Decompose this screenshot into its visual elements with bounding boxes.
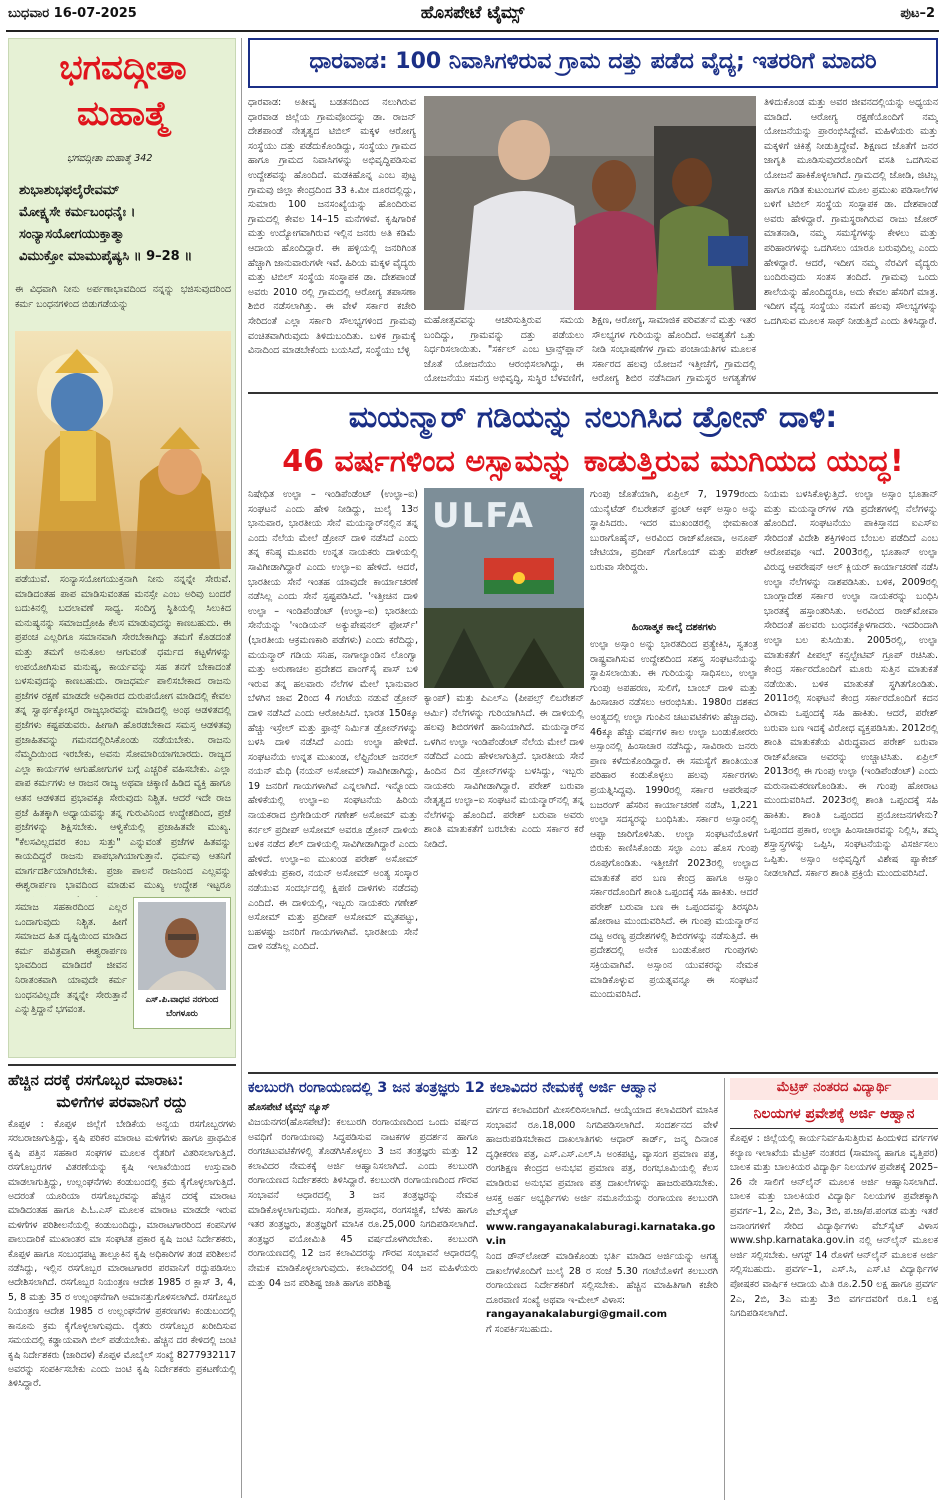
myanmar-headline-1: ಮಯನ್ಮಾರ್ ಗಡಿಯನ್ನು ನಲುಗಿಸಿದ ಡ್ರೋನ್ ದಾಳಿ:	[348, 400, 838, 435]
dharwad-headline: ಧಾರವಾಡ: 100 ನಿವಾಸಿಗಳಿರುವ ಗ್ರಾಮ ದತ್ತು ಪಡೆದ ವೈದ್ಯ; ಇತರರಿಗೆ ಮಾದರಿ	[309, 49, 877, 74]
hostel-title-box	[730, 1078, 938, 1100]
kalaburagi-col-2	[486, 1104, 718, 1500]
kalaburagi-url[interactable]: www.rangayanakalaburagi.karnataka.gov.in	[486, 1221, 716, 1248]
dharwad-col-2: ಮಹೋತ್ಸವವನ್ನು ಆಚರಿಸುತ್ತಿರುವ ಸಮಯ ಬಂದಿದ್ದು, ಗ್ರಾಮವನ್ನು ದತ್ತು ಪಡೆಯಲು ನಿರ್ಧರಿಸಲಾಯಿತು. "ಸರ್ಕಲ್ ಎಂಬ ಟ್ರಾನ್ಸ್‌ಪ್ಲಾನ್ ಜೊತೆ ಯೋಜನೆಯು ಆರಂಭಿಸಲಾಗಿದ್ದು, ಈ ಯೋಜನೆಯು ಸಮಗ್ರ ಅಭಿವೃದ್ಧಿ, ಸುಸ್ಥಿರ ಬೆಳವಣಿಗೆ,	[424, 315, 584, 385]
myanmar-col-3b: ಉಲ್ಫಾ ಅಸ್ಸಾಂ ಅನ್ನು ಭಾರತದಿಂದ ಪ್ರತ್ಯೇಕಿಸಿ, ಸ್ವತಂತ್ರ ರಾಷ್ಟ್ರವಾಗಿಸುವ ಉದ್ದೇಶದಿಂದ ಸಶಸ್ತ್ರ ಸಂಘಟನೆಯನ್ನು ಸ್ಥಾಪಿಸಲಾಯಿತು. ಈ ಗುರಿಯನ್ನು ಸಾಧಿಸಲು, ಉಲ್ಫಾ ಗುಂಪು ಅಪಹರಣ, ಸುಲಿಗೆ, ಬಾಂಬ್ ದಾಳಿ ಮತ್ತು ಹಿಂಸಾಚಾರ ನಡೆಸಲು ಆರಂಭಿಸಿತು. 1980ರ ದಶಕದ ಅಂತ್ಯದಲ್ಲಿ ಉಲ್ಫಾ ಗುಂಪಿನ ಚಟುವಟಿಕೆಗಳು ಹೆಚ್ಚಾದವು. 46ಕ್ಕೂ ಹೆಚ್ಚು ವರ್ಷಗಳ ಕಾಲ ಉಲ್ಫಾ ಬಂಡುಕೋರರು ಅಸ್ಸಾಂನಲ್ಲಿ ಹಿಂಸಾಚಾರ ನಡೆಸಿದ್ದು, ಸಾವಿರಾರು ಜನರು ಪ್ರಾಣ ಕಳೆದುಕೊಂಡಿದ್ದಾರೆ. ಈ ಸಮಸ್ಯೆಗೆ ಶಾಂತಿಯುತ ಪರಿಹಾರ ಕಂಡುಕೊಳ್ಳಲು ಹಲವು ಸರ್ಕಾರಗಳು ಪ್ರಯತ್ನಿಸಿದ್ದವು. 1990ರಲ್ಲಿ ಸರ್ಕಾರ ಆಪರೇಷನ್ ಬಜರಂಗ್ ಹೆಸರಿನ ಕಾರ್ಯಾಚರಣೆ ನಡೆಸಿ, 1,221 ಉಲ್ಫಾ ಸದಸ್ಯರನ್ನು ಬಂಧಿಸಿತು. ಸರ್ಕಾರ ಅಸ್ಸಾಂನಲ್ಲಿ ಆಫ್ಸಾ ಜಾರಿಗೊಳಿಸಿತು. ಉಲ್ಫಾ ಸಂಘಟನೆಯೊಳಗೆ ಬಿರುಕು ಕಾಣಿಸಿಕೊಂಡು ಸಲ್ಫಾ ಎಂಬ ಹೊಸ ಗುಂಪು ರೂಪುಗೊಂಡಿತು. ಇತ್ತೀಚೆಗೆ 2023ರಲ್ಲಿ ಉಲ್ಫಾದ ಮಾತುಕತೆ ಪರ ಬಣ ಕೇಂದ್ರ ಹಾಗೂ ಅಸ್ಸಾಂ ಸರ್ಕಾರದೊಂದಿಗೆ ಶಾಂತಿ ಒಪ್ಪಂದಕ್ಕೆ ಸಹಿ ಹಾಕಿತು. ಆದರೆ ಪರೇಶ್ ಬರುವಾ ಬಣ ಈ ಒಪ್ಪಂದವನ್ನು ತಿರಸ್ಕರಿಸಿ ಹೋರಾಟ ಮುಂದುವರಿಸಿದೆ. ಈ ಗುಂಪು ಮಯನ್ಮಾರ್‌ನ ದಟ್ಟ ಅರಣ್ಯ ಪ್ರದೇಶಗಳಲ್ಲಿ ಶಿಬಿರಗಳನ್ನು ನಡೆಸುತ್ತಿದೆ. ಈ ಪ್ರದೇಶದಲ್ಲಿ ಅನೇಕ ಬಂಡುಕೋರ ಗುಂಪುಗಳು ಸಕ್ರಿಯವಾಗಿವೆ. ಅಸ್ಸಾಂನ ಯುವಕರನ್ನು ನೇಮಕ ಮಾಡಿಕೊಳ್ಳುವ ಪ್ರಯತ್ನವನ್ನೂ ಈ ಸಂಘಟನೆ ಮುಂದುವರಿಸಿದೆ.	[590, 639, 758, 1001]
gita-intro: ಈ ವಿಧವಾಗಿ ನೀನು ಅರ್ಪಣಾಭಾವದಿಂದ ನನ್ನನ್ನು ಭಜಿಸುವುದರಿಂದ ಕರ್ಮ ಬಂಧನಗಳಿಂದ ಬಿಡುಗಡೆಯನ್ನು	[15, 284, 231, 310]
kalaburagi-col-2a: ವರ್ಗದ ಕಲಾವಿದರಿಗೆ ಮೀಸಲಿರಿಸಲಾಗಿದೆ. ಆಯ್ಕೆಯಾದ ಕಲಾವಿದರಿಗೆ ಮಾಸಿಕ ಸಂಭಾವನೆ ರೂ.18,000 ನಿಗದಿಪಡಿಸಲಾಗಿದೆ. ಸಂದರ್ಶನದ ವೇಳೆ ಹಾಜರುಪಡಿಸಬೇಕಾದ ದಾಖಲಾತಿಗಳು ಆಧಾರ್ ಕಾರ್ಡ್, ಜನ್ಮ ದಿನಾಂಕ ದೃಢೀಕರಣ ಪತ್ರ, ಎಸ್.ಎಸ್.ಎಲ್.ಸಿ ಅಂಕಪಟ್ಟಿ, ವ್ಯಾಸಂಗ ಪ್ರಮಾಣ ಪತ್ರ, ರಂಗಶಿಕ್ಷಣ ಕೇಂದ್ರದ ಅನುಭವ ಪ್ರಮಾಣ ಪತ್ರ, ರಂಗಭೂಮಿಯಲ್ಲಿ ಕೆಲಸ ಮಾಡಿರುವ ಅನುಭವ ಪ್ರಮಾಣ ಪತ್ರ ದಾಖಲೆಗಳನ್ನು ಹಾಜರುಪಡಿಸಬೇಕು. ಆಸಕ್ತ ಅರ್ಹ ಅಭ್ಯರ್ಥಿಗಳು ಅರ್ಜಿ ನಮೂನೆಯನ್ನು ರಂಗಾಯಣ ಕಲಬುರಗಿ ವೆಬ್‌ಸೈಟ್	[486, 1105, 718, 1219]
gita-body-2: ಸಮಾಜ ಸಹಕಾರದಿಂದ ಎಲ್ಲರ ಒಂದಾಗುವುದು ನಿಶ್ಚಿತ. ಹೀಗೆ ಸಮಾಜದ ಹಿತ ದೃಷ್ಟಿಯಿಂದ ಮಾಡಿದ ಕರ್ಮ ಪವಿತ್ರವಾಗಿ ಈಶ್ವರಾರ್ಪಣ ಭಾವದಿಂದ ಮಾಡಿದರೆ ಜೀವನ ನಿರಾತಂಕವಾಗಿ ಯಾವುದೇ ಕರ್ಮ ಬಂಧನವಿಲ್ಲದೇ ತನ್ನನ್ನೇ ಸೇರುತ್ತಾನೆ ಎನ್ನುತ್ತಿದ್ದಾನೆ ಭಗವಂತ.	[15, 902, 127, 1016]
bottom-col-rule	[724, 1078, 725, 1500]
kalaburagi-byline: ಹೊಸಪೇಟೆ ಟೈಮ್ಸ್ ನ್ಯೂಸ್	[248, 1102, 330, 1113]
myanmar-bottom-rule	[248, 1072, 938, 1074]
page-number: ಪುಟ–2	[900, 6, 935, 21]
gita-box	[8, 38, 236, 1058]
dharwad-col-4: ತಿಳಿದುಕೊಂಡ ಮತ್ತು ಅವರ ಜೀವನದಲ್ಲಿಯನ್ನು ಅಧ್ಯಯನ ಮಾಡಿದೆ. ಆರೋಗ್ಯ ರಕ್ಷಣೆಯೊಂದಿಗೆ ನಮ್ಮ ಯೋಜನೆಯನ್ನು ಪ್ರಾರಂಭಿಸಿದ್ದೇವೆ. ಮಹಿಳೆಯರು ಮತ್ತು ಮಕ್ಕಳಿಗೆ ಚಿಕಿತ್ಸೆ ನೀಡುತ್ತಿದ್ದೇವೆ. ಶಿಕ್ಷಣದ ಜೊತೆಗೆ ಜನರ ಜಾಗೃತಿ ಮೂಡಿಸುವುದರೊಂದಿಗೆ ವಸತಿ ಒದಗಿಸುವ ಯೋಜನೆ ಹಾಕಿಕೊಳ್ಳಲಾಗಿದೆ. ಗ್ರಾಮದಲ್ಲಿ ಜೋಡಿ, ಜಿಟಿಬ್ಲ ಹಾಗೂ ಗಡಿತ ಕುಟುಂಬಗಳ ಮೂಲ ಪ್ರಮುಖ ಪಡಿಸಾಲೆಗಳ ಬಳಿಗೆ ಟಿಬಿಲ್ ಸಂಸ್ಥೆಯ ಸಂಸ್ಥಾಪಕ ಡಾ. ದೇಶಪಾಂಡೆ ಅವರು ಹೇಳಿದ್ದಾರೆ. ಗ್ರಾಮಸ್ಥರಾಗಿರುವ ರಾಜು ಜೋರ್ ಮಾತನಾಡಿ, ನಮ್ಮ ಸಮಸ್ಯೆಗಳನ್ನು ಕೇಳಲು ಮತ್ತು ಪರಿಹಾರಗಳನ್ನು ಒದಗಿಸಲು ಯಾರೂ ಬರುವುದಿಲ್ಲ ಎಂದು ಹೇಳಿದ್ದಾರೆ. ಆದರೆ, ಇದೀಗ ನಮ್ಮ ನೆರವಿಗೆ ವೈದ್ಯರು ಬಂದಿರುವುದು ಸಂತಸ ತಂದಿದೆ. ಗ್ರಾಮವು ಒಂದು ಶಾಲೆಯನ್ನು ಹೊಂದಿದ್ದರೂ, ಅದು ಕೇವಲ ಹೆಸರಿಗೆ ಮಾತ್ರ. ಇದೀಗ ವೈದ್ಯ ಸಂಸ್ಥೆಯು ನಮಗೆ ಹಲವು ಸೌಲಭ್ಯಗಳನ್ನು ಒದಗಿಸುವ ಮೂಲಕ ಸಾಥ್ ನೀಡುತ್ತಿದೆ ಎಂದು ತಿಳಿಸಿದ್ದಾರೆ.	[764, 97, 938, 327]
kalaburagi-headline: ಕಲಬುರಗಿ ರಂಗಾಯಣದಲ್ಲಿ 3 ಜನ ತಂತ್ರಜ್ಞರು 12 ಕಲಾವಿದರ ನೇಮಕಕ್ಕೆ ಅರ್ಜಿ ಆಹ್ವಾನ	[248, 1080, 657, 1096]
myanmar-subhead: ಹಿಂಸಾತ್ಮಕ ಕಾಲ್ಕೆ ದಶಕಗಳು	[631, 622, 717, 633]
masthead	[0, 0, 945, 28]
ulfa-photo-text: ULFA	[432, 496, 535, 536]
newspaper-title: ಹೊಸಪೇಟೆ ಟೈಮ್ಸ್	[420, 3, 525, 23]
myanmar-col-3a: ಗುಂಪು ಜೊತೆಯಾಗಿ, ಏಪ್ರಿಲ್ 7, 1979ರಂದು ಯುನೈಟೆಡ್ ಲಿಬರೇಶನ್ ಫ್ರಂಟ್ ಆಫ್ ಅಸ್ಸಾಂ ಅನ್ನು ಸ್ಥಾಪಿಸಿದರು. ಇದರ ಮುಖಂಡರಲ್ಲಿ ಭೀಮಕಾಂತ ಬುರಾಗೊಹೈನ್, ಅರವಿಂದ ರಾಜ್‌ಖೋವಾ, ಅನೂಪ್ ಚೇಟಿಯಾ, ಪ್ರದೀಪ್ ಗೊಗೊಯ್ ಮತ್ತು ಪರೇಶ್ ಬರುವಾ ಸೇರಿದ್ದರು.	[590, 489, 758, 573]
author-name: ಎಸ್.ಪಿ.ವಾಧವ ನರಗುಂದ	[145, 995, 219, 1005]
author-city: ಬೆಂಗಳೂರು	[166, 1009, 198, 1019]
myanmar-col-1: ನಿಷೇಧಿತ ಉಲ್ಫಾ – ಇಂಡಿಪೆಂಡೆಂಟ್ (ಉಲ್ಫಾ–ಐ) ಸಂಘಟನೆ ಎಂದು ಹೇಳಿ ನೀಡಿದ್ದು, ಜುಲೈ 13ರ ಭಾನುವಾರ, ಭಾರತೀಯ ಸೇನೆ ಮಯನ್ಮಾರ್‌ನಲ್ಲಿನ ತನ್ನ ಎಂದು ನೆಲೆಯ ಮೇಲೆ ಡ್ರೋನ್ ದಾಳಿ ನಡೆಸಿದೆ ಎಂದು ತನ್ನ ಕನಿಷ್ಠ ಮೂವರು ಉನ್ನತ ನಾಯಕರು ದಾಳಿಯಲ್ಲಿ ಸಾವಿಗೀಡಾಗಿದ್ದಾರೆ ಎಂದು ಉಲ್ಫಾ–ಐ ಹೇಳಿದೆ. ಆದರೆ, ಭಾರತೀಯ ಸೇನೆ ಇಂತಹ ಯಾವುದೇ ಕಾರ್ಯಾಚರಣೆ ನಡೆಸಿಲ್ಲ ಎಂದು ಸೇನೆ ಸ್ಪಷ್ಟಪಡಿಸಿದೆ. 'ಇತ್ತೀಚಿನ ದಾಳಿ ಉಲ್ಫಾ – ಇಂಡಿಪೆಂಡೆಂಟ್ (ಉಲ್ಫಾ–ಐ) ಭಾರತೀಯ ಸೇನೆಯನ್ನು 'ಇಂಡಿಯನ್ ಅಕ್ಯುಪೇಷನಲ್ ಫೋರ್ಸ್' (ಭಾರತೀಯ ಆಕ್ರಮಣಕಾರಿ ಪಡೆಗಳು) ಎಂದು ಕರೆದಿದ್ದು, ಮಯನ್ಮಾರ್ ಗಡಿಯ ಸನಿಹ, ನಾಗಾಲ್ಯಾಂಡಿನ ಲೊಂಗ್ವಾ ಮತ್ತು ಅರುಣಾಚಲ ಪ್ರದೇಶದ ಪಾಂಗ್‌ಸೈ ಪಾಸ್ ಬಳಿ ಇರುವ ತನ್ನ ಹಲವಾರು ನೆಲೆಗಳ ಮೇಲೆ ಭಾನುವಾರ ಬೆಳಗಿನ ಜಾವ 2ರಿಂದ 4 ಗಂಟೆಯ ನಡುವೆ ಡ್ರೋನ್ ದಾಳಿ ನಡೆಸಿದೆ ಎಂದು ಆರೋಪಿಸಿದೆ. ಭಾರತ 150ಕ್ಕೂ ಹೆಚ್ಚು ಇಸ್ರೇಲ್ ಮತ್ತು ಫ್ರಾನ್ಸ್ ನಿರ್ಮಿತ ಡ್ರೋನ್‌ಗಳನ್ನು ಬಳಸಿ ದಾಳಿ ನಡೆಸಿದೆ ಎಂದು ಉಲ್ಫಾ ಹೇಳಿದೆ. ಸಂಘಟನೆಯ ಉನ್ನತ ಮುಖಂಡ, ಲೆಫ್ಟಿನೆಂಟ್ ಜನರಲ್ ನಯನ್ ಮೆಧಿ (ನಯನ್ ಅಸೋಮ್) ಸಾವಿಗೀಡಾಗಿದ್ದು, 19 ಜನರಿಗೆ ಗಾಯಗಳಾಗಿವೆ ಎನ್ನಲಾಗಿದೆ. ಇನ್ನೊಂದು ಹೇಳಿಕೆಯಲ್ಲಿ ಉಲ್ಫಾ–ಐ ಸಂಘಟನೆಯ ಹಿರಿಯ ನಾಯಕರಾದ ಬ್ರಿಗೇಡಿಯರ್ ಗಣೇಶ್ ಅಸೋಮ್ ಮತ್ತು ಕರ್ನಲ್ ಪ್ರದೀಪ್ ಅಸೋಮ್ ಅವರೂ ಡ್ರೋನ್ ದಾಳಿಯ ಬಳಿಕ ನಡೆದ ಶೆಲ್ ದಾಳಿಯಲ್ಲಿ ಸಾವಿಗೀಡಾಗಿದ್ದಾರೆ ಎಂದು ಹೇಳಿದೆ. ಉಲ್ಫಾ–ಐ ಮುಖಂಡ ಪರೇಶ್ ಅಸೋಮ್ ಹೇಳಿಕೆಯ ಪ್ರಕಾರ, ನಯನ್ ಅಸೋಮ್ ಅಂತ್ಯ ಸಂಸ್ಕಾರ ನಡೆಯುವ ಸಂದರ್ಭದಲ್ಲಿ ಕ್ಷಿಪಣಿ ದಾಳಿಗಳು ನಡೆದವು ಎಂದಿದೆ. ಈ ದಾಳಿಯಲ್ಲಿ, ಇಬ್ಬರು ನಾಯಕರು ಗಣೇಶ್ ಅಸೋಮ್ ಮತ್ತು ಪ್ರದೀಪ್ ಅಸೋಮ್ ಮೃತಪಟ್ಟು, ಬಹಳಷ್ಟು ಜನರಿಗೆ ಗಾಯಗಳಾಗಿವೆ. ಭಾರತೀಯ ಸೇನೆ ದಾಳಿ ನಡೆಸಿಲ್ಲ ಎಂದಿದೆ.	[248, 489, 418, 953]
author-photo	[138, 902, 226, 990]
kalaburagi-email[interactable]: rangayanakalaburgi@gmail.com	[486, 1309, 668, 1321]
myanmar-col-4: ನಿಯಮ ಬಳಸಿಕೊಳ್ಳುತ್ತಿದೆ. ಉಲ್ಫಾ ಅಸ್ಸಾಂ ಭೂತಾನ್ ಮತ್ತು ಮಯನ್ಮಾರ್‌ಗಳ ಗಡಿ ಪ್ರದೇಶಗಳಲ್ಲಿ ನೆಲೆಗಳನ್ನು ಹೊಂದಿದೆ. ಸಂಘಟನೆಯು ಪಾಕಿಸ್ತಾನದ ಐಎಸ್ಐ ಸೇರಿದಂತೆ ವಿದೇಶಿ ಶಕ್ತಿಗಳಿಂದ ಬೆಂಬಲ ಪಡೆದಿದೆ ಎಂಬ ಆರೋಪವೂ ಇದೆ. 2003ರಲ್ಲಿ, ಭೂತಾನ್ ಉಲ್ಫಾ ವಿರುದ್ಧ ಆಪರೇಷನ್ ಆಲ್ ಕ್ಲಿಯರ್ ಕಾರ್ಯಾಚರಣೆ ನಡೆಸಿ ಉಲ್ಫಾ ನೆಲೆಗಳನ್ನು ನಾಶಪಡಿಸಿತು. ಬಳಿಕ, 2009ರಲ್ಲಿ ಬಾಂಗ್ಲಾದೇಶ ಸರ್ಕಾರ ಉಲ್ಫಾ ನಾಯಕರನ್ನು ಬಂಧಿಸಿ ಭಾರತಕ್ಕೆ ಹಸ್ತಾಂತರಿಸಿತು. ಅರವಿಂದ ರಾಜ್‌ಖೋವಾ ಸೇರಿದಂತೆ ಹಲವರು ಬಂಧನಕ್ಕೊಳಗಾದರು. ಇದರಿಂದಾಗಿ ಉಲ್ಫಾ ಬಲ ಕುಸಿಯಿತು. 2005ರಲ್ಲಿ, ಉಲ್ಫಾ ಮಾತುಕತೆಗೆ ಪೀಪಲ್ಸ್ ಕನ್ಸಲ್ಟೇಟಿವ್ ಗ್ರೂಪ್ ರಚಿಸಿತು. ಕೇಂದ್ರ ಸರ್ಕಾರದೊಂದಿಗೆ ಮೂರು ಸುತ್ತಿನ ಮಾತುಕತೆ ನಡೆಯಿತು. ಬಳಿಕ ಮಾತುಕತೆ ಸ್ಥಗಿತಗೊಂಡಿತು. 2011ರಲ್ಲಿ ಸಂಘಟನೆ ಕೇಂದ್ರ ಸರ್ಕಾರದೊಂದಿಗೆ ಕದನ ವಿರಾಮ ಒಪ್ಪಂದಕ್ಕೆ ಸಹಿ ಹಾಕಿತು. ಆದರೆ, ಪರೇಶ್ ಬರುವಾ ಬಣ ಇದಕ್ಕೆ ವಿರೋಧ ವ್ಯಕ್ತಪಡಿಸಿತು. 2012ರಲ್ಲಿ ಶಾಂತಿ ಮಾತುಕತೆಯ ವಿರುದ್ಧವಾದ ಪರೇಶ್ ಬರುವಾ ರಾಜ್‌ಖೋವಾ ಅವರನ್ನು ಉಚ್ಚಾಟಿಸಿತು. ಏಪ್ರಿಲ್ 2013ರಲ್ಲಿ ಈ ಗುಂಪು ಉಲ್ಫಾ (ಇಂಡಿಪೆಂಡೆಂಟ್) ಎಂದು ಮರುನಾಮಕರಣಗೊಂಡಿತು. ಈ ಗುಂಪು ಹೋರಾಟ ಮುಂದುವರಿಸಿದೆ. 2023ರಲ್ಲಿ ಶಾಂತಿ ಒಪ್ಪಂದಕ್ಕೆ ಸಹಿ ಹಾಕಿತು. ಶಾಂತಿ ಒಪ್ಪಂದದ ಪ್ರಯೋಜನಗಳೇನು? ಒಪ್ಪಂದದ ಪ್ರಕಾರ, ಉಲ್ಫಾ ಹಿಂಸಾಚಾರವನ್ನು ನಿಲ್ಲಿಸಿ, ತಮ್ಮ ಶಸ್ತ್ರಾಸ್ತ್ರಗಳನ್ನು ಒಪ್ಪಿಸಿ, ಸಂಘಟನೆಯನ್ನು ವಿಸರ್ಜಿಸಲು ಒಪ್ಪಿತು. ಅಸ್ಸಾಂ ಅಭಿವೃದ್ಧಿಗೆ ವಿಶೇಷ ಪ್ಯಾಕೇಜ್ ನೀಡಲಾಗಿದೆ. ಸರ್ಕಾರ ಶಾಂತಿ ಪ್ರಕ್ರಿಯೆ ಮುಂದುವರಿಸಿದೆ.	[764, 489, 938, 880]
hostel-title-rule	[730, 1128, 938, 1129]
shloka-line-2: ಮೋಕ್ಷ್ಯಸೇ ಕರ್ಮಬಂಧನೈಃ ।	[19, 205, 136, 220]
gita-series: ಭಗವದ್ಗೀತಾ ಮಹಾತ್ಮೆ 342	[67, 153, 153, 164]
krishna-arjuna-image	[15, 331, 231, 569]
gita-title-line1: ಭಗವದ್ಗೀತಾ	[59, 48, 187, 88]
myanmar-col-2: ಕ್ಯಾಂಪ್) ಮತ್ತು ಪಿಎಲ್‌ಎ (ಪೀಪಲ್ಸ್ ಲಿಬರೇಶನ್ ಆರ್ಮಿ) ನೆಲೆಗಳನ್ನು ಗುರಿಯಾಗಿಸಿದೆ. ಈ ದಾಳಿಯಲ್ಲಿ ಹಲವು ಶಿಬಿರಗಳಿಗೆ ಹಾನಿಯಾಗಿದೆ. ಮಯನ್ಮಾರ್‌ನ ಒಳಗಿನ ಉಲ್ಫಾ ಇಂಡಿಪೆಂಡೆಂಟ್ ನೆಲೆಯ ಮೇಲೆ ದಾಳಿ ನಡೆದಿದೆ ಎಂದು ಹೇಳಲಾಗುತ್ತಿದೆ. ಭಾರತೀಯ ಸೇನೆ ಹಿಂದಿನ ದಿನ ಡ್ರೋನ್‌ಗಳನ್ನು ಬಳಸಿದ್ದು, ಇಬ್ಬರು ನಾಯಕರು ಸಾವಿಗೀಡಾಗಿದ್ದಾರೆ. ಪರೇಶ್ ಬರುವಾ ನೇತೃತ್ವದ ಉಲ್ಫಾ–ಐ ಸಂಘಟನೆ ಮಯನ್ಮಾರ್‌ನಲ್ಲಿ ತನ್ನ ನೆಲೆಗಳನ್ನು ಹೊಂದಿದೆ. ಪರೇಶ್ ಬರುವಾ ಅವರು ಶಾಂತಿ ಮಾತುಕತೆಗೆ ಬರಬೇಕು ಎಂದು ಸರ್ಕಾರ ಕರೆ ನೀಡಿದೆ.	[424, 693, 584, 850]
kalaburagi-col-2b: ನಿಂದ ಡೌನ್‌ಲೋಡ್ ಮಾಡಿಕೊಂಡು ಭರ್ತಿ ಮಾಡಿದ ಅರ್ಜಿಯನ್ನು ಅಗತ್ಯ ದಾಖಲೆಗಳೊಂದಿಗೆ ಜುಲೈ 28 ರ ಸಂಜೆ 5.30 ಗಂಟೆಯೊಳಗೆ ಕಲಬುರಗಿ ರಂಗಾಯಣದ ನಿರ್ದೇಶಕರಿಗೆ ಸಲ್ಲಿಸಬೇಕು. ಹೆಚ್ಚಿನ ಮಾಹಿತಿಗಾಗಿ ಕಚೇರಿ ದೂರವಾಣಿ ಸಂಖ್ಯೆ ಅಥವಾ ಇ-ಮೇಲ್ ವಿಳಾಸ:	[486, 1250, 718, 1306]
author-card	[133, 897, 231, 1029]
dharwad-photo	[424, 96, 756, 310]
kalaburagi-col-2c: ಗೆ ಸಂಪರ್ಕಿಸಬಹುದು.	[486, 1323, 553, 1335]
fert-title-line1: ಹೆಚ್ಚಿನ ದರಕ್ಕೆ ರಸಗೊಬ್ಬರ ಮಾರಾಟ:	[8, 1071, 184, 1089]
dharwad-col-1: ಧಾರವಾಡ: ಅತೀವೃ ಬಡತನದಿಂದ ನಲುಗಿರುವ ಧಾರವಾಡ ಜಿಲ್ಲೆಯ ಗ್ರಾಮವೊಂದನ್ನು ಡಾ. ರಾಜನ್ ದೇಶಪಾಂಡೆ ನೇತೃತ್ವದ ಟಿಬಿಲ್ ಮಕ್ಕಳ ಆರೋಗ್ಯ ಸಂಸ್ಥೆಯು ದತ್ತು ಪಡೆದುಕೊಂಡಿದ್ದು, ಸಂಸ್ಥೆಯು ಗ್ರಾಮದ ಹಾಗೂ ಗ್ರಾಮದ ನಿವಾಸಿಗಳನ್ನು ಅಭಿವೃದ್ಧಿಪಡಿಸುವ ಉದ್ದೇಶವನ್ನು ಹೊಂದಿದೆ. ಮಡಕಿಹೊನ್ನ ಎಂಬ ಪುಟ್ಟ ಗ್ರಾಮವು ಜಿಲ್ಲಾ ಕೇಂದ್ರದಿಂದ 33 ಕಿ.ಮೀ ದೂರದಲ್ಲಿದ್ದು, ಸುಮಾರು 100 ಜನಸಂಖ್ಯೆಯನ್ನು ಹೊಂದಿರುವ ಗ್ರಾಮದಲ್ಲಿ ಕೇವಲ 14–15 ಮನೆಗಳಿವೆ. ಕೃಷಿಗಾರಿಕೆ ಮತ್ತು ಉದ್ಯೋಗವಾಗಿರುವ ಇಲ್ಲಿನ ಜನರು ಅತಿ ಕಡಿಮೆ ಆದಾಯ ಹೊಂದಿದ್ದಾರೆ. ಈ ಹಳ್ಳಿಯಲ್ಲಿ ಜನರಿಗಿಂತ ಹೆಚ್ಚಾಗಿ ಜಾನುವಾರುಗಳೇ ಇವೆ. ಹಿರಿಯ ಮಕ್ಕಳ ವೈದ್ಯರು ಮತ್ತು ಟಿಬಿಲ್ ಸಂಸ್ಥೆಯ ಸಂಸ್ಥಾಪಕ ಡಾ. ದೇಶಪಾಂಡೆ ಅವರು 2010 ರಲ್ಲಿ ಗ್ರಾಮದಲ್ಲಿ ಆರೋಗ್ಯ ತಪಾಸಣಾ ಶಿಬಿರ ನಡೆಸಲಾಗಿತ್ತು. ಈ ವೇಳೆ ಸರ್ಕಾರ ಕಚೇರಿ ಸೇರಿದಂತೆ ಎಲ್ಲಾ ಸರ್ಕಾರಿ ಸೌಲಭ್ಯಗಳಿಂದ ಗ್ರಾಮವು ವಂಚಿತವಾಗಿರುವುದು ತಿಳಿದುಬಂದಿತು. ಬಳಿಕ ಗ್ರಾಮಕ್ಕೆ ವಿನಾದಿಂದ ಮಾಡಬೇಕೆಂದು ಬಯಸಿದೆ, ಸಂಸ್ಥೆಯು ಬೆಳ್ಳಿ	[248, 97, 416, 357]
fert-title-line2: ಮಳಿಗೆಗಳ ಪರವಾನಿಗೆ ರದ್ದು	[56, 1093, 188, 1111]
fert-top-rule	[8, 1064, 236, 1066]
hostel-title-line2: ನಿಲಯಗಳ ಪ್ರವೇಶಕ್ಕೆ ಅರ್ಜಿ ಆಹ್ವಾನ	[753, 1106, 915, 1122]
shloka-line-1: ಶುಭಾಶುಭಫಲೈರೇವಮ್	[19, 183, 120, 198]
kalaburagi-col-1: ವಿಜಯನಗರ(ಹೊಸಪೇಟೆ): ಕಲಬುರಗಿ ರಂಗಾಯಣದಿಂದ ಒಂದು ವರ್ಷದ ಅವಧಿಗೆ ರಂಗಾಯಣವು ಸಿದ್ಧಪಡಿಸುವ ನಾಟಕಗಳ ಪ್ರದರ್ಶನ ಹಾಗೂ ರಂಗಚಟುವಟಿಕೆಗಳಲ್ಲಿ ತೊಡಗಿಸಿಕೊಳ್ಳಲು 3 ಜನ ತಂತ್ರಜ್ಞರು ಮತ್ತು 12 ಕಲಾವಿದರ ನೇಮಕಕ್ಕೆ ಅರ್ಜಿ ಆಹ್ವಾನಿಸಲಾಗಿದೆ. ಎಂದು ಕಲಬುರಗಿ ರಂಗಾಯಣದ ನಿರ್ದೇಶಕರು ತಿಳಿಸಿದ್ದಾರೆ. ಕಲಬುರಗಿ ರಂಗಾಯಣದಿಂದ ಗೌರವ ಸಂಭಾವನೆ ಆಧಾರದಲ್ಲಿ 3 ಜನ ತಂತ್ರಜ್ಞರನ್ನು ನೇಮಕ ಮಾಡಿಕೊಳ್ಳಲಾಗುವುದು. ಸಂಗೀತ, ಪ್ರಸಾಧನ, ರಂಗಸಜ್ಜಿಕೆ, ಬೆಳಕು ಹಾಗೂ ಇತರ ತಂತ್ರಜ್ಞರು, ತಂತ್ರಜ್ಞರಿಗೆ ಮಾಸಿಕ ರೂ.25,000 ನಿಗದಿಪಡಿಸಲಾಗಿದೆ. ತಂತ್ರಜ್ಞರ ವಯೋಮಿತಿ 45 ವರ್ಷದೊಳಗಿರಬೇಕು. ಕಲಬುರಗಿ ರಂಗಾಯಣದಲ್ಲಿ 12 ಜನ ಕಲಾವಿದರನ್ನು ಗೌರವ ಸಂಭಾವನೆ ಆಧಾರದಲ್ಲಿ ನೇಮಕ ಮಾಡಿಕೊಳ್ಳಲಾಗುವುದು. ಕಲಾವಿದರಲ್ಲಿ 04 ಜನ ಮಹಿಳೆಯರು ಮತ್ತು 04 ಜನ ಪರಿಶಿಷ್ಟ ಜಾತಿ ಹಾಗೂ ಪರಿಶಿಷ್ಟ	[248, 1117, 478, 1289]
gita-body: ಪಡೆಯುವೆ. ಸಂನ್ಯಾಸಯೋಗಯುಕ್ತನಾಗಿ ನೀನು ನನ್ನನ್ನೇ ಸೇರುವೆ. ಮಾಡಿದಂತಹ ಪಾಪ ಮಾಡಿಸುವಂತಹ ಮನಸ್ಸೇ ಎಂಬ ಅರಿವು ಬಂದರೆ ಬದುಕಿನಲ್ಲಿ ಬದಲಾವಣೆ ಸಾಧ್ಯ. ಸಂದಿಗ್ಧ ಸ್ಥಿತಿಯಲ್ಲಿ ಸಿಲುಕಿದ ಮನುಷ್ಯನನ್ನು ಸಮಾಜದ್ರೋಹಿ ಕೆಲಸ ಮಾಡುವುದನ್ನು ಕಾಣಬಹುದು. ಈ ಪ್ರಪಂಚ ಎಲ್ಲರಿಗೂ ಸಮಾನವಾಗಿ ಸೇರಬೇಕಾಗಿದ್ದು ತಮಗೆ ಕೊಡದಂತೆ ಮತ್ತು ತಮಗೆ ಅನುಕೂಲ ಆಗುವಂತೆ ಧರ್ಮದ ಕಟ್ಟಳೆಗಳನ್ನು ಉಪಯೋಗಿಸುವ ಮನುಷ್ಯ, ಕಾರ್ಯವನ್ನು ಸಹ ತನಗೆ ಬೇಕಾದಂತೆ ಬಳಸುವುದನ್ನು ಕಾಣಬಹುದು. ರಾಜಧರ್ಮ ಪಾಲಿಸಬೇಕಾದ ರಾಜನು ಪ್ರಜೆಗಳ ರಕ್ಷಣೆ ಮಾಡದೇ ಅಧಿಕಾರದ ದುರುಪಯೋಗ ಮಾಡಿದಲ್ಲಿ ಕೇವಲ ತನ್ನ ಸ್ವಾರ್ಥಕ್ಕೋಸ್ಕರ ರಾಜ್ಯಭಾರವನ್ನು ಮಾಡಿದಲ್ಲಿ ಅಂಥ ಆಡಳಿತದಲ್ಲಿ ಪ್ರಜೆಗಳು ಕಷ್ಟಪಡುವರು. ಹೀಗಾಗಿ ಹೊರಡಬೇಕಾದ ಸಮಸ್ತ ಆಡಳಿತವು ಪ್ರಜಾಹಿತವನ್ನು ಗಮನದಲ್ಲಿರಿಸಿಕೊಂಡು ನಡೆಯಬೇಕು. ರಾಜನು ನೆಮ್ಮದಿಯಿಂದ ಇರಬೇಕು, ಅವನು ಸೋಮಾರಿಯಾಗಬಾರದು. ರಾಜ್ಯದ ಎಲ್ಲಾ ಕಾರ್ಯಗಳ ಆಗುಹೋಗುಗಳ ಬಗ್ಗೆ ಎಚ್ಚರಿಕೆ ವಹಿಸಬೇಕು. ಎಲ್ಲಾ ಪಾಪ ಕರ್ಮಗಳು ಆ ರಾಜನ ರಾಜ್ಯ ಅಥವಾ ಚಿಕ್ಕಾಣಿ ಹಿಡಿದ ವ್ಯಕ್ತಿ ಹಾಗೂ ಆತನ ಆಡಳಿತದ ಪ್ರಭಾವಕ್ಕೂ ಸೇರುವುದು ನಿಶ್ಚಿತ. ಆದರೆ ಇದೇ ರಾಜ ಪ್ರಜೆ ಹಿತಕ್ಕಾಗಿ ಅಧ್ಯಾಯವನ್ನು ತನ್ನ ಗುರುವಿನಿಂದ ಉದ್ದೇಶದಿಂದ, ಪ್ರಜೆ ಪ್ರಜೆಗಳನ್ನು ಶಿಕ್ಷಿಸಬೇಕು. ಆಳ್ವಿಕೆಯಲ್ಲಿ ಪ್ರಜಾಹಿತವೇ ಮುಖ್ಯ. "ಕೆಲಸವಿಲ್ಲದವರ ಕಂಬ ಸುತ್ತು" ಎನ್ನುವಂತೆ ಪ್ರಜೆಗಳ ಹಿತವನ್ನು ಕಾಯದಿದ್ದರೆ ರಾಜನು ಪಾಪಭಾಗಿಯಾಗುತ್ತಾನೆ. ಧರ್ಮವು ಆತನಿಗೆ ಮಾರ್ಗದರ್ಶಿಯಾಗಿರಬೇಕು. ಪ್ರಜಾ ಪಾಲನೆ ರಾಜನಿಂದ ಎಲ್ಲವನ್ನು ಈಶ್ವರಾರ್ಪಣ ಭಾವದಿಂದ ಮಾಡುವ ಮುಖ್ಯ ಉದ್ದೇಶ ಇಟ್ಟರೂ	[15, 574, 231, 892]
shloka-line-3: ಸಂನ್ಯಾಸಯೋಗಯುಕ್ತಾತ್ಮಾ	[19, 227, 125, 242]
shloka-line-4: ವಿಮುಕ್ತೋ ಮಾಮುಪೈಷ್ಯಸಿ ॥ 9–28 ॥	[19, 249, 193, 264]
dharwad-col-3: ಶಿಕ್ಷಣ, ಆರೋಗ್ಯ, ಸಾಮಾಜಿಕ ಪರಿವರ್ತನೆ ಮತ್ತು ಇತರ ಸೌಲಭ್ಯಗಳ ಗುರಿಯನ್ನು ಹೊಂದಿದೆ. ಅವಶ್ಯತೆಗೆ ಒತ್ತು ನೀಡಿ ಸಂಭಾಷಣೆಗಳ ಗ್ರಾಮ ಪಂಚಾಯತಿಗಳ ಮೂಲಕ ಸರ್ಕಾರದ ಹಲವು ಯೋಜನೆ ಇತ್ತೀಚೆಗೆ, ಗ್ರಾಮದಲ್ಲಿ ಆರೋಗ್ಯ ಶಿಬಿರ ನಡೆಸಿದಾಗ ಗ್ರಾಮಸ್ಥರ ಅಗತ್ಯತೆಗಳ	[592, 315, 756, 385]
myanmar-headline-2: 46 ವರ್ಷಗಳಿಂದ ಅಸ್ಸಾಮನ್ನು ಕಾಡುತ್ತಿರುವ ಮುಗಿಯದ ಯುದ್ಧ!	[282, 444, 904, 479]
dharwad-bottom-rule	[248, 392, 938, 394]
fert-body: ಕೊಪ್ಪಳ : ಕೊಪ್ಪಳ ಜಿಲ್ಲೆಗೆ ಬೇಡಿಕೆಯ ಅನ್ವಯ ರಸಗೊಬ್ಬರಗಳು ಸರಬರಾಜಾಗುತ್ತಿದ್ದು, ಕೃಷಿ ಪರಿಕರ ಮಾರಾಟ ಮಳಿಗೆಗಳು ಹಾಗೂ ಪ್ರಾಥಮಿಕ ಕೃಷಿ ಪತ್ತಿನ ಸಹಕಾರ ಸಂಘಗಳ ಮೂಲಕ ರೈತರಿಗೆ ವಿತರಿಸಲಾಗುತ್ತಿದೆ. ರಸಗೊಬ್ಬರಗಳ ವಿತರಣೆಯನ್ನು ಕೃಷಿ ಇಲಾಖೆಯಿಂದ ಉಸ್ತುವಾರಿ ಮಾಡಲಾಗುತ್ತಿದ್ದು, ಉಲ್ಲಂಘನೆಗಳು ಕಂಡುಬಂದಲ್ಲಿ ಕ್ರಮ ಕೈಗೊಳ್ಳಲಾಗುತ್ತಿದೆ. ಅದರಂತೆ ಯೂರಿಯಾ ರಸಗೊಬ್ಬರವನ್ನು ಹೆಚ್ಚಿನ ದರಕ್ಕೆ ಮಾರಾಟ ಮಾಡಿದಂತಹ ಹಾಗೂ ಪಿ.ಓ.ಎಸ್ ಮೂಲಕ ಮಾರಾಟ ಮಾಡದೇ ಇರುವ ಮಳಿಗೆಗಳ ಪರಿಶೀಲನೆಯಲ್ಲಿ ಕಂಡುಬಂದಿದ್ದು, ಮಾರಾಟಗಾರರಿಂದ ಕಂಪನಿಗಳ ಪಾಲುದಾರಿಕೆ ಮುಖಾಂತರ ಮಾ ಸಂಘಟಿತ ಪ್ರಕಾರ ಕೃಷಿ ಜಂಟಿ ನಿರ್ದೇಶಕರು, ಕೊಪ್ಪಳ ಹಾಗೂ ಸಂಬಂಧಪಟ್ಟ ತಾಲ್ಲೂಕಿನ ಕೃಷಿ ಅಧಿಕಾರಿಗಳ ತಂಡ ಪರಿಶೀಲನೆ ನಡೆಸಿದ್ದು, ಇಲ್ಲಿನ ರಸಗೊಬ್ಬರ ಮಾರಾಟಗಾರರ ಪರವಾನಿಗೆ ರದ್ದುಪಡಿಸಲು ಆದೇಶಿಸಲಾಗಿದೆ. ರಸಗೊಬ್ಬರ ನಿಯಂತ್ರಣ ಆದೇಶ 1985 ರ ಕ್ಲಾಸ್ 3, 4, 5, 8 ಮತ್ತು 35 ರ ಉಲ್ಲಂಘನೆಗಾಗಿ ಅಮಾನತ್ತುಗೊಳಿಸಲಾಗಿದೆ. ರಸಗೊಬ್ಬರ ನಿಯಂತ್ರಣ ಆದೇಶ 1985 ರ ಉಲ್ಲಂಘನೆಗಳ ಪ್ರಕರಣಗಳು ಕಂಡುಬಂದಲ್ಲಿ ಕಾನೂನು ಕ್ರಮ ಕೈಗೊಳ್ಳಲಾಗುವುದು. ರೈತರು ರಸಗೊಬ್ಬರ ಖರೀದಿಸುವ ಸಮಯದಲ್ಲಿ ಕಡ್ಡಾಯವಾಗಿ ಬಿಲ್ ಪಡೆಯಬೇಕು. ಹೆಚ್ಚಿನ ದರ ಕೇಳಿದಲ್ಲಿ ಜಂಟಿ ಕೃಷಿ ನಿರ್ದೇಶಕರು (ಜಾರಿದಳ) ಕೊಪ್ಪಳ ಮೊಬೈಲ್ ಸಂಖ್ಯೆ 8277932117 ಅವರನ್ನು ಸಂಪರ್ಕಿಸಬೇಕು ಎಂದು ಜಂಟಿ ಕೃಷಿ ನಿರ್ದೇಶಕರು ಪ್ರಕಟಣೆಯಲ್ಲಿ ತಿಳಿಸಿದ್ದಾರೆ.	[8, 1119, 236, 1390]
dharwad-headline-box	[248, 38, 938, 88]
left-column-rule	[241, 38, 242, 1498]
gita-title-line2: ಮಹಾತ್ಮೆ	[77, 94, 169, 134]
hostel-body: ಕೊಪ್ಪಳ : ಜಿಲ್ಲೆಯಲ್ಲಿ ಕಾರ್ಯನಿರ್ವಹಿಸುತ್ತಿರುವ ಹಿಂದುಳಿದ ವರ್ಗಗಳ ಕಲ್ಯಾಣ ಇಲಾಖೆಯ ಮೆಟ್ರಿಕ್ ನಂತರದ (ಸಾಮಾನ್ಯ ಹಾಗೂ ವೃತ್ತಿಪರ) ಬಾಲಕ ಮತ್ತು ಬಾಲಕಿಯರ ವಿದ್ಯಾರ್ಥಿ ನಿಲಯಗಳ ಪ್ರವೇಶಕ್ಕೆ 2025–26 ನೇ ಸಾಲಿಗೆ ಆನ್‌ಲೈನ್ ಮೂಲಕ ಅರ್ಜಿ ಆಹ್ವಾನಿಸಲಾಗಿದೆ. ಬಾಲಕ ಮತ್ತು ಬಾಲಕಿಯರ ವಿದ್ಯಾರ್ಥಿ ನಿಲಯಗಳ ಪ್ರವೇಶಕ್ಕಾಗಿ ಪ್ರವರ್ಗ–1, 2ಎ, 2ಬಿ, 3ಎ, 3ಬಿ, ಪ.ಜಾ/ಪ.ಪಂಗಡ ಮತ್ತು ಇತರೆ ಜನಾಂಗಗಳಿಗೆ ಸೇರಿದ ವಿದ್ಯಾರ್ಥಿಗಳು ವೆಬ್‌ಸೈಟ್ ವಿಳಾಸ www.shp.karnataka.gov.in ನಲ್ಲಿ ಆನ್‌ಲೈನ್ ಮೂಲಕ ಅರ್ಜಿ ಸಲ್ಲಿಸಬೇಕು. ಆಗಸ್ಟ್ 14 ರೊಳಗೆ ಆನ್‌ಲೈನ್ ಮೂಲಕ ಅರ್ಜಿ ಸಲ್ಲಿಸಬಹುದು. ಪ್ರವರ್ಗ–1, ಎಸ್.ಸಿ, ಎಸ್.ಟಿ ವಿದ್ಯಾರ್ಥಿಗಳ ಪೋಷಕರ ವಾರ್ಷಿಕ ಆದಾಯ ಮಿತಿ ರೂ.2.50 ಲಕ್ಷ ಹಾಗೂ ಪ್ರವರ್ಗ 2ಎ, 2ಬಿ, 3ಎ ಮತ್ತು 3ಬಿ ವರ್ಗದವರಿಗೆ ರೂ.1 ಲಕ್ಷ ನಿಗದಿಪಡಿಸಲಾಗಿದೆ.	[730, 1133, 938, 1320]
masthead-rule	[6, 30, 939, 32]
ulfa-photo	[424, 488, 584, 688]
hostel-title-line1: ಮೆಟ್ರಿಕ್ ನಂತರದ ವಿದ್ಯಾರ್ಥಿ	[776, 1080, 892, 1095]
issue-date: ಬುಧವಾರ 16-07-2025	[8, 6, 137, 21]
